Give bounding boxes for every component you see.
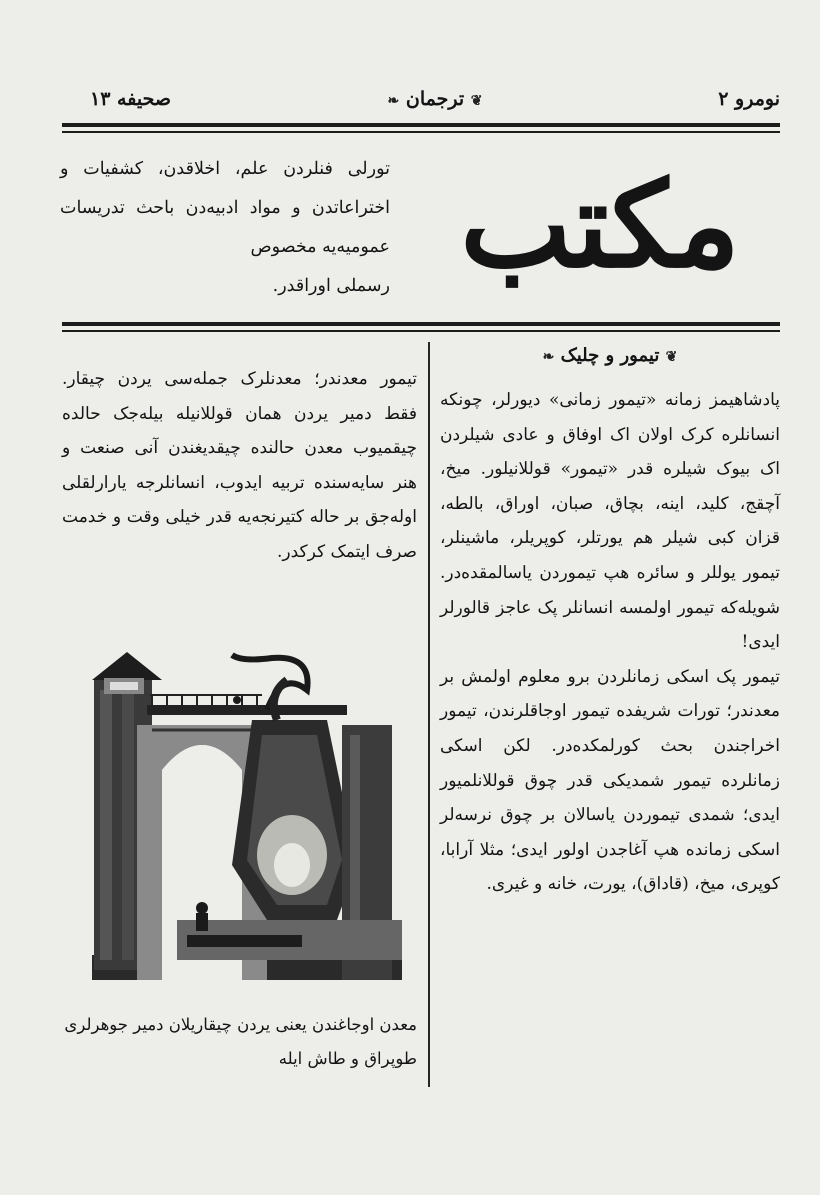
blast-furnace-engraving <box>92 650 402 980</box>
masthead-rule-thick <box>62 322 780 326</box>
fleuron-ornament-icon: ❦ <box>470 93 483 109</box>
masthead-title: مکتب <box>460 155 740 294</box>
article-paragraph: تیمور پک اسکی زمانلردن برو معلوم اولمش بر معدندر؛ تورات شریفده تیمور اوجاقلرندن، تیمور اخراجندن بحث کورلمکده‌در. لکن اسکی زمانلرده تیمور شمدیکی قدر چوق قوللانلمیور ایدی؛ شمدی تیموردن یاسالان بر چوق نرسه‌لر اسکی زمانده هپ آغاجدن اولور ایدی؛ مثلا آرابا، کوپری، میخ، (قاداق)، یورت، خانه و غیری. <box>440 666 780 895</box>
journal-name: ❦ ترجمان ❧ <box>387 88 483 110</box>
figure-caption: معدن اوجاغندن یعنی یردن چیقاریلان دمیر جوهرلری طوپراق و طاش ایله <box>64 1015 417 1068</box>
continuation-column <box>62 362 417 570</box>
top-rule-thick <box>62 123 780 127</box>
motto-text: تورلی فنلردن علم، اخلاقدن، کشفیات و اختراعاتدن و مواد ادبیه‌دن باحث تدریسات عمومیه‌یه مخصوص <box>60 159 390 257</box>
issue-number: نومرو ۲ <box>718 88 780 110</box>
fleuron-ornament-icon: ❧ <box>387 93 400 109</box>
article-paragraph: پادشاهیمز زمانه «تیمور زمانی» دیورلر، چونکه انسانلره کرک اولان اک اوفاق و عادی شیلردن اک بیوک شیلره قدر «تیمور» قوللانیلور. میخ، آچقج، کلید، اینه، بچاق، صبان، اوراق، بالطه، قزان کبی شیلر هم یورتلر، کوپریلر، ماشینلر، تیمور یوللر و سائره هپ تیموردن یاسالمقده‌در. شویله‌که تیمور اولمسه انسانلر پک عاجز قالورلر ایدی! <box>440 390 780 653</box>
page-number: صحیفه ۱۳ <box>90 88 171 110</box>
column-divider <box>428 342 430 1087</box>
fleuron-ornament-icon: ❧ <box>542 349 555 365</box>
fleuron-ornament-icon: ❦ <box>665 349 678 365</box>
article-column <box>440 345 780 902</box>
article-title: ❦ تیمور و چلیک ❧ <box>542 345 678 366</box>
masthead-motto <box>60 150 390 306</box>
continuation-paragraph: تیمور معدندر؛ معدنلرک جمله‌سی یردن چیقار. فقط دمیر یردن همان قوللانیله بیله‌جک حالده چیقمیوب معدن حالنده چیقدیغندن آنی صنعت و هنر سایه‌سنده تربیه ایدوب، انسانلرجه یارارلقلی اوله‌جق بر حاله کتیرنجه‌یه قدر خیلی وقت و خدمت صرف ایتمک کرکدر. <box>62 369 417 562</box>
motto-last-line: رسملی اوراقدر. <box>272 276 390 296</box>
top-rule-thin <box>62 131 780 133</box>
masthead-rule-thin <box>62 330 780 332</box>
running-header <box>90 88 780 118</box>
